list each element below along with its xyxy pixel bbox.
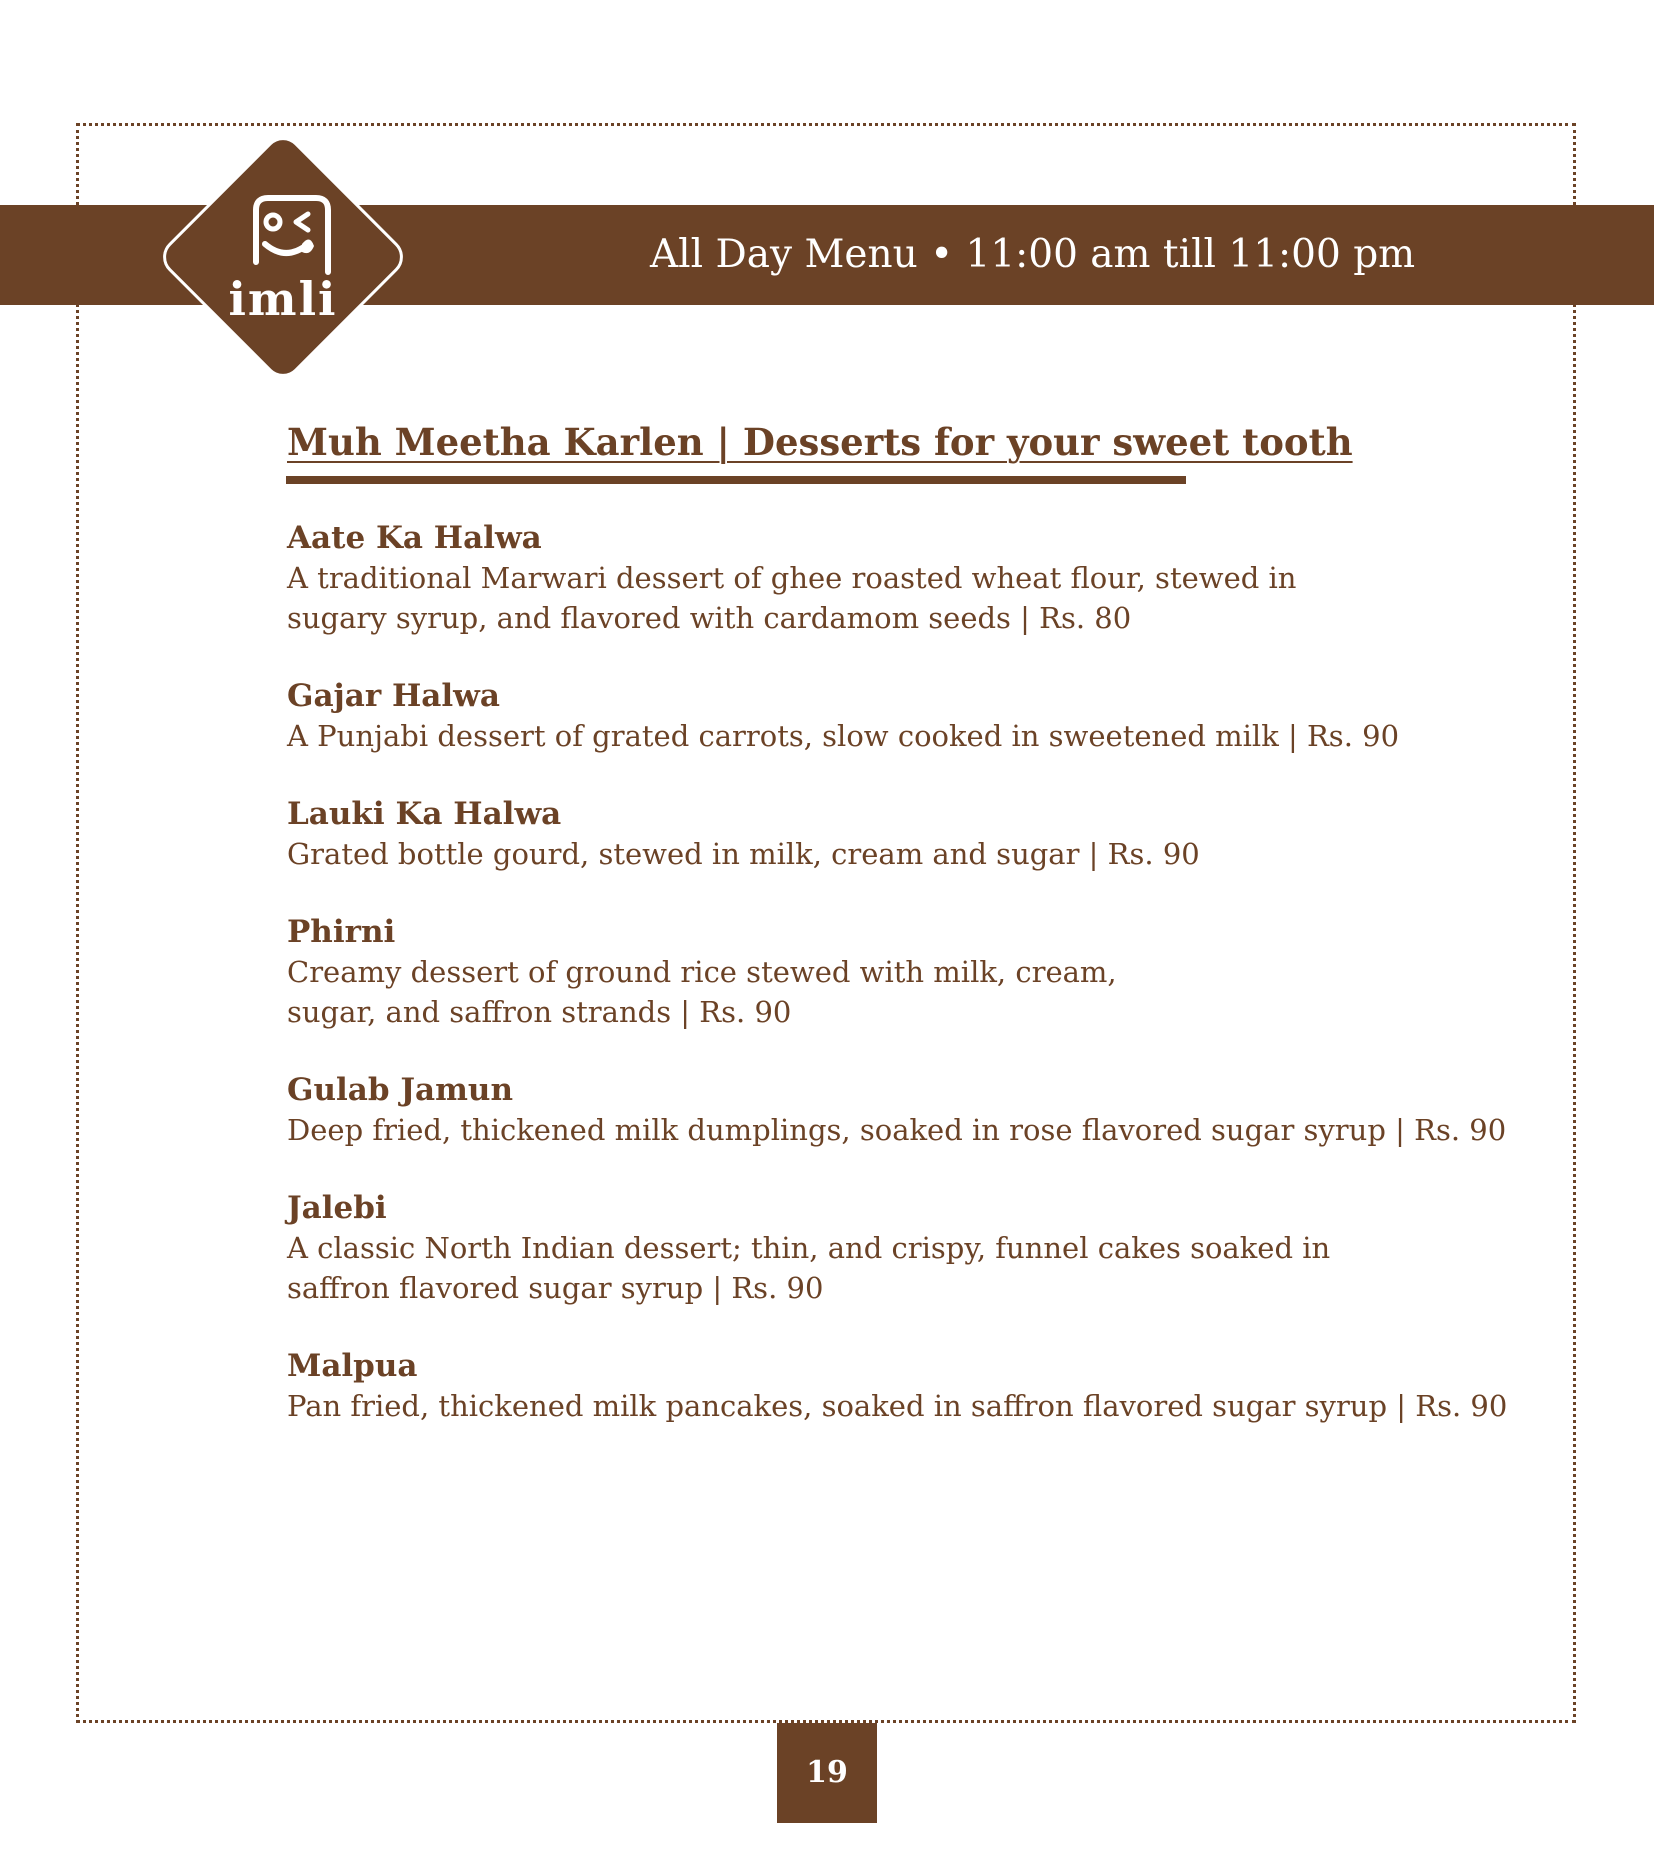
item-description-line: A Punjabi dessert of grated carrots, slow cooked in sweetened milk | Rs. 90 xyxy=(287,719,1400,753)
item-name: Malpua xyxy=(287,1348,418,1384)
item-name: Jalebi xyxy=(287,1190,387,1226)
dessert-menu-list xyxy=(287,518,1517,1464)
menu-item xyxy=(287,1346,1517,1426)
item-description-line: sugar, and saffron strands | Rs. 90 xyxy=(287,995,792,1029)
item-name: Lauki Ka Halwa xyxy=(287,796,562,832)
page-number: 19 xyxy=(777,1723,877,1823)
item-description-line: Creamy dessert of ground rice stewed with milk, cream, xyxy=(287,955,1117,989)
menu-item xyxy=(287,676,1517,756)
item-name: Gulab Jamun xyxy=(287,1072,513,1108)
imli-logo xyxy=(152,126,414,388)
item-description-line: saffron flavored sugar syrup | Rs. 90 xyxy=(287,1271,824,1305)
menu-item xyxy=(287,912,1517,1032)
item-description-line: A classic North Indian dessert; thin, and crispy, funnel cakes soaked in xyxy=(287,1231,1331,1265)
logo-wordmark: imli xyxy=(228,272,338,326)
item-name: Phirni xyxy=(287,914,396,950)
item-description-line: Deep fried, thickened milk dumplings, soaked in rose flavored sugar syrup | Rs. 90 xyxy=(287,1113,1507,1147)
menu-hours-title: All Day Menu • 11:00 am till 11:00 pm xyxy=(650,232,1416,277)
section-underline-rule xyxy=(286,476,1186,484)
menu-item xyxy=(287,518,1517,638)
item-description-line: A traditional Marwari dessert of ghee roasted wheat flour, stewed in xyxy=(287,561,1297,595)
section-title: Muh Meetha Karlen | Desserts for your sweet tooth xyxy=(287,420,1353,464)
menu-item xyxy=(287,1188,1517,1308)
menu-item xyxy=(287,794,1517,874)
menu-item xyxy=(287,1070,1517,1150)
item-name: Gajar Halwa xyxy=(287,678,500,714)
item-description-line: Pan fried, thickened milk pancakes, soaked in saffron flavored sugar syrup | Rs. 90 xyxy=(287,1389,1508,1423)
item-description-line: sugary syrup, and flavored with cardamom seeds | Rs. 80 xyxy=(287,601,1132,635)
winking-face-logo-icon xyxy=(152,126,414,388)
item-name: Aate Ka Halwa xyxy=(287,520,542,556)
item-description-line: Grated bottle gourd, stewed in milk, cream and sugar | Rs. 90 xyxy=(287,837,1200,871)
